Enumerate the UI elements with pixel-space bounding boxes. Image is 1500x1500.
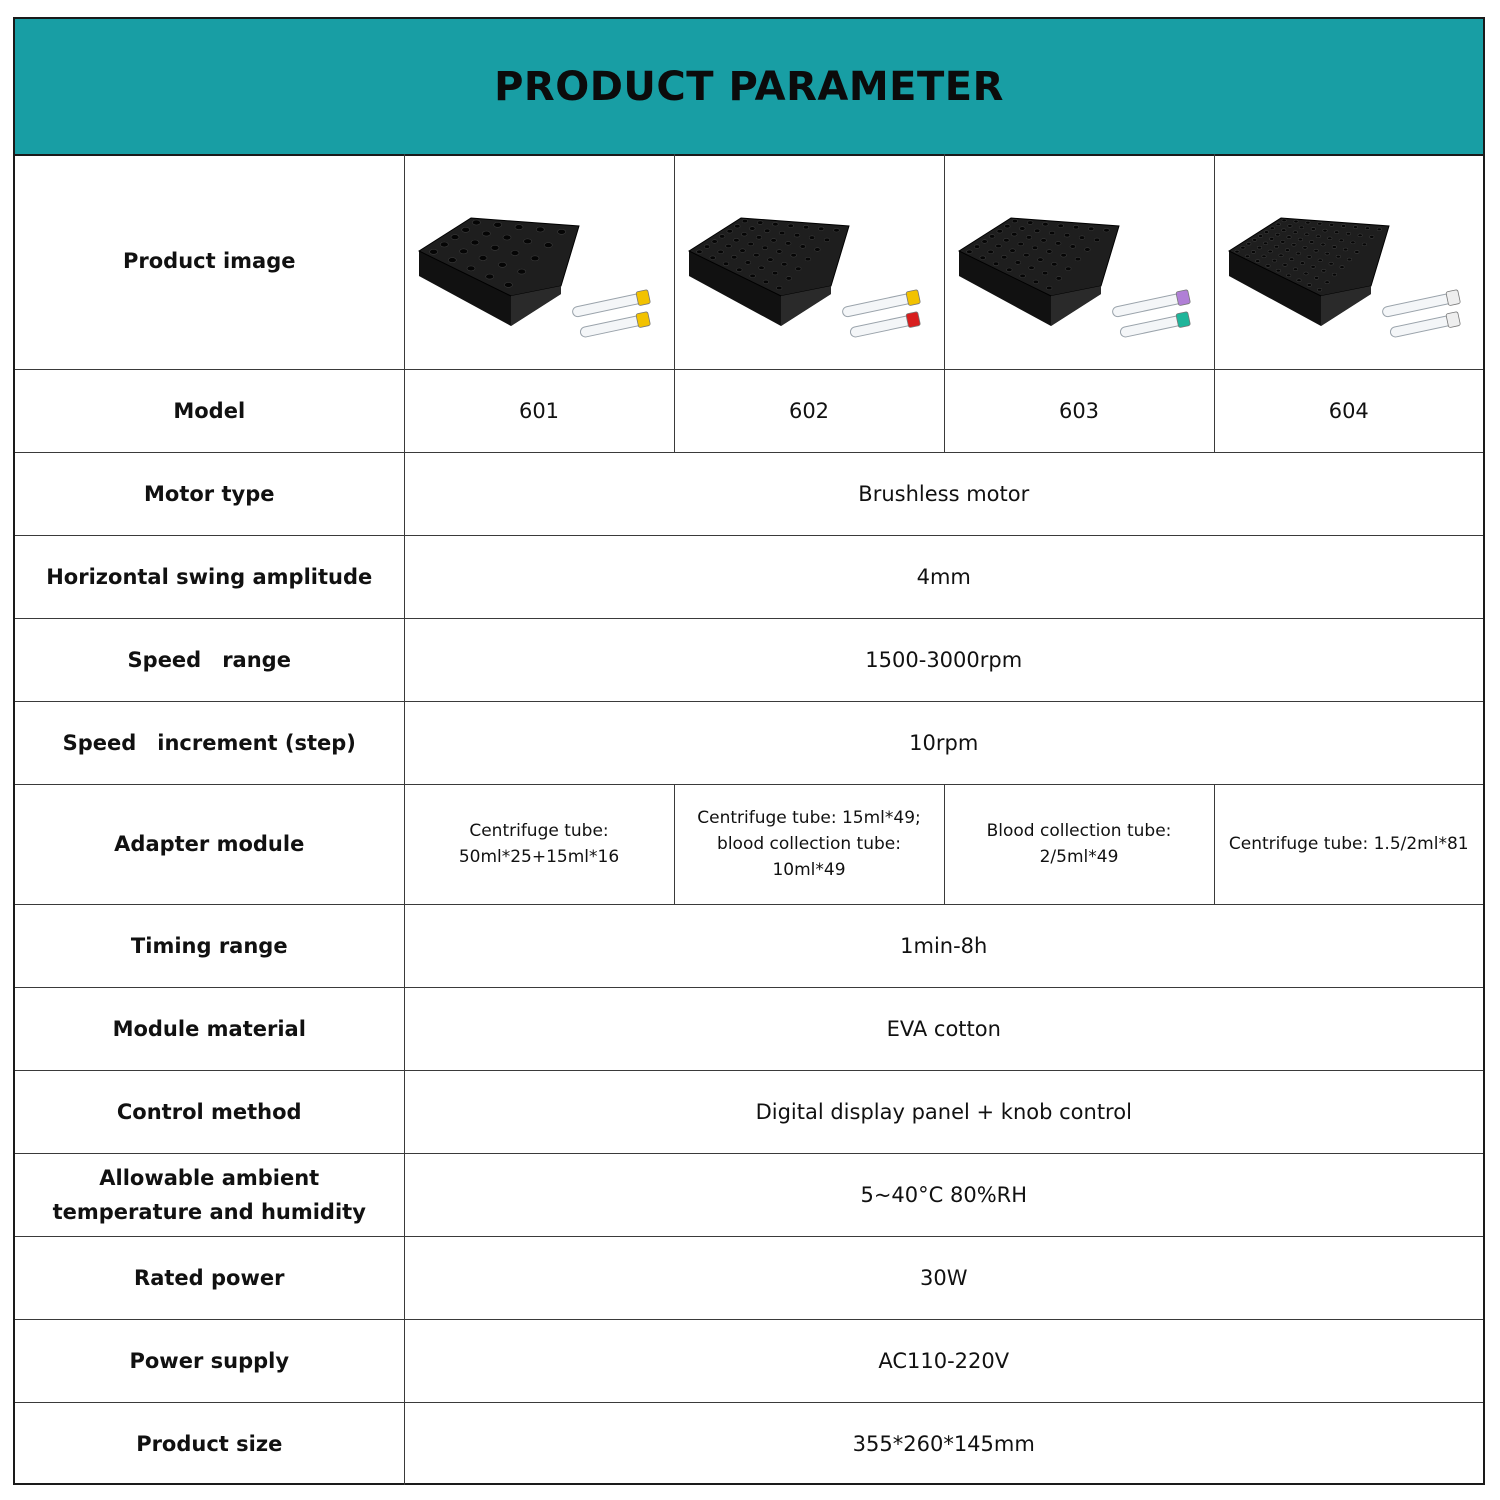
row-value: 30W — [404, 1236, 1483, 1319]
row-label-line: Allowable ambient — [99, 1165, 320, 1190]
row-timing-range — [15, 904, 1483, 987]
row-product-image — [15, 154, 1483, 369]
row-value: 355*260*145mm — [404, 1402, 1483, 1485]
row-rated-power — [15, 1236, 1483, 1319]
tray-604-icon — [1221, 176, 1479, 346]
row-product-size — [15, 1402, 1483, 1485]
parameter-table — [15, 154, 1483, 1485]
row-model — [15, 369, 1483, 452]
product-image-cell — [674, 154, 944, 369]
product-image-cell — [1214, 154, 1483, 369]
row-speed-range — [15, 618, 1483, 701]
row-power-supply — [15, 1319, 1483, 1402]
row-value: AC110-220V — [404, 1319, 1483, 1402]
row-ambient — [15, 1153, 1483, 1236]
adapter-line: blood collection tube: — [717, 834, 901, 854]
parameter-sheet — [13, 17, 1485, 1485]
row-module-material — [15, 987, 1483, 1070]
row-value: 4mm — [404, 535, 1483, 618]
row-label: Horizontal swing amplitude — [15, 535, 404, 618]
adapter-value — [944, 784, 1214, 904]
adapter-line: Centrifuge tube: — [469, 821, 609, 841]
adapter-value — [674, 784, 944, 904]
row-label: Rated power — [15, 1236, 404, 1319]
adapter-line: Centrifuge tube: 15ml*49; — [697, 808, 921, 828]
row-value: 1500-3000rpm — [404, 618, 1483, 701]
row-value: 10rpm — [404, 701, 1483, 784]
row-label: Product image — [15, 154, 404, 369]
adapter-value — [1214, 784, 1483, 904]
model-value: 603 — [944, 369, 1214, 452]
row-value: EVA cotton — [404, 987, 1483, 1070]
tray-603-icon — [951, 176, 1209, 346]
adapter-line: 2/5ml*49 — [1039, 847, 1119, 867]
tray-602-icon — [681, 176, 939, 346]
title-banner — [15, 19, 1483, 156]
row-value: 1min-8h — [404, 904, 1483, 987]
adapter-line: Centrifuge tube: 1.5/2ml*81 — [1228, 834, 1469, 854]
model-value: 601 — [404, 369, 674, 452]
adapter-value — [404, 784, 674, 904]
row-speed-increment — [15, 701, 1483, 784]
row-value: Brushless motor — [404, 452, 1483, 535]
row-control-method — [15, 1070, 1483, 1153]
row-label: Product size — [15, 1402, 404, 1485]
row-label: Adapter module — [15, 784, 404, 904]
row-label: Control method — [15, 1070, 404, 1153]
row-label-line: temperature and humidity — [52, 1199, 366, 1224]
row-label: Power supply — [15, 1319, 404, 1402]
row-swing-amplitude — [15, 535, 1483, 618]
product-image-cell — [404, 154, 674, 369]
row-label: Motor type — [15, 452, 404, 535]
row-label: Model — [15, 369, 404, 452]
adapter-line: Blood collection tube: — [986, 821, 1172, 841]
product-image-cell — [944, 154, 1214, 369]
row-label: Speed increment (step) — [15, 701, 404, 784]
model-value: 602 — [674, 369, 944, 452]
row-motor-type — [15, 452, 1483, 535]
adapter-line: 10ml*49 — [772, 860, 846, 880]
row-label: Timing range — [15, 904, 404, 987]
page-title: PRODUCT PARAMETER — [494, 63, 1004, 110]
row-adapter-module — [15, 784, 1483, 904]
row-label: Speed range — [15, 618, 404, 701]
tray-601-icon — [411, 176, 669, 346]
row-label — [15, 1153, 404, 1236]
model-value: 604 — [1214, 369, 1483, 452]
row-label: Module material — [15, 987, 404, 1070]
adapter-line: 50ml*25+15ml*16 — [458, 847, 620, 867]
row-value: Digital display panel + knob control — [404, 1070, 1483, 1153]
row-value: 5~40°C 80%RH — [404, 1153, 1483, 1236]
